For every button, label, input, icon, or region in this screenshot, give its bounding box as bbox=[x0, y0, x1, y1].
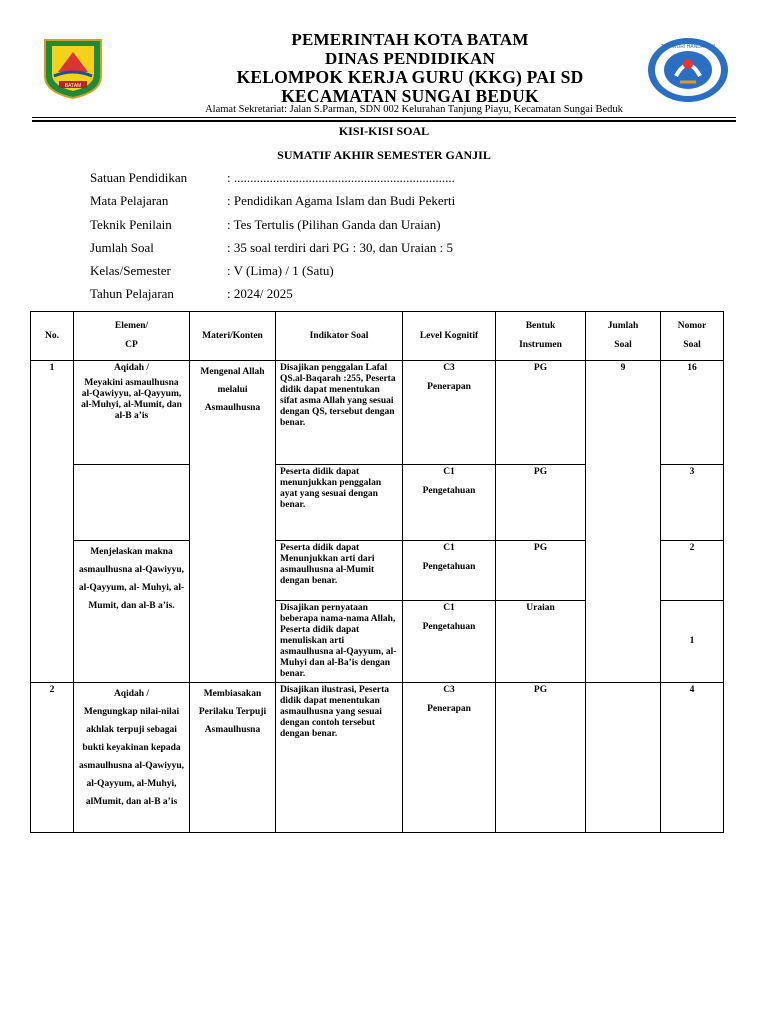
cell-level bbox=[403, 541, 496, 601]
level-name: Pengetahuan bbox=[422, 622, 476, 632]
info-row bbox=[90, 263, 455, 286]
cell-nomor: 4 bbox=[661, 683, 724, 833]
cell-elemen bbox=[74, 683, 190, 833]
level-name: Pengetahuan bbox=[422, 486, 476, 496]
cell-materi: Mengenal Allah melalui Asmaulhusna bbox=[190, 361, 276, 683]
address: Alamat Sekretariat: Jalan S.Parman, SDN 002 Kelurahan Tanjung Piayu, Kecamatan Sungai Beduk bbox=[205, 104, 623, 115]
letterhead-line-2: DINAS PENDIDIKAN bbox=[325, 49, 495, 68]
level-code: C1 bbox=[443, 543, 455, 553]
cell-jumlah: 9 bbox=[586, 361, 661, 683]
header-nomor-line1: Nomor bbox=[677, 321, 707, 331]
document-title: KISI-KISI SOAL bbox=[338, 124, 430, 138]
elemen-body: Mengungkap nilai-nilai akhlak terpuji sebagai bukti keyakinan kepada asmaulhusna al-Qawiyyu, al-Qayyum, al-Muhyi, alMumit, dan al-B a’is bbox=[78, 707, 185, 807]
level-name: Penerapan bbox=[427, 704, 471, 714]
info-value: : .................................................................... bbox=[227, 170, 455, 185]
cell-nomor: 3 bbox=[661, 465, 724, 541]
cell-indikator: Disajikan pernyataan beberapa nama-nama Allah, Peserta didik dapat menuliskan arti asmaulhusna al-Qayyum, al-Muhyi dan al-Ba’is dengan benar. bbox=[276, 601, 403, 683]
level-code: C3 bbox=[443, 685, 455, 695]
table-header-row bbox=[31, 312, 724, 361]
cell-no: 2 bbox=[31, 683, 74, 833]
info-row bbox=[90, 193, 455, 216]
level-code: C1 bbox=[443, 603, 455, 613]
letterhead-divider bbox=[32, 117, 736, 118]
cell-level bbox=[403, 601, 496, 683]
header-no: No. bbox=[31, 312, 74, 361]
level-name: Penerapan bbox=[427, 382, 471, 392]
info-row bbox=[90, 170, 455, 193]
info-block bbox=[90, 170, 455, 310]
header-jumlah-line1: Jumlah bbox=[607, 321, 639, 331]
info-value: : V (Lima) / 1 (Satu) bbox=[227, 263, 334, 279]
cell-no: 1 bbox=[31, 361, 74, 683]
letterhead-line-3: KELOMPOK KERJA GURU (KKG) PAI SD bbox=[236, 67, 584, 87]
cell-bentuk: PG bbox=[496, 683, 586, 833]
elemen-title: Aqidah / bbox=[113, 363, 150, 373]
info-label: Satuan Pendidikan bbox=[90, 170, 188, 185]
cell-materi: Membiasakan Perilaku Terpuji Asmaulhusna bbox=[190, 683, 276, 833]
cell-bentuk: Uraian bbox=[496, 601, 586, 683]
table-row bbox=[31, 683, 724, 833]
info-label: Mata Pelajaran bbox=[90, 193, 169, 209]
info-row bbox=[90, 286, 455, 309]
level-code: C3 bbox=[443, 363, 455, 373]
logo-right-text: TUT WURI HANDAYANI bbox=[660, 44, 716, 50]
info-row bbox=[90, 240, 455, 263]
header-bentuk-line2: Instrumen bbox=[519, 340, 562, 350]
cell-indikator: Disajikan ilustrasi, Peserta didik dapat menentukan asmaulhusna yang sesuai dengan contoh tersebut dengan benar. bbox=[276, 683, 403, 833]
cell-bentuk: PG bbox=[496, 541, 586, 601]
header-elemen-line2: CP bbox=[125, 340, 138, 350]
cell-elemen-empty bbox=[74, 465, 190, 541]
info-value: : 35 soal terdiri dari PG : 30, dan Uraian : 5 bbox=[227, 239, 454, 255]
elemen-body: Meyakini asmaulhusna al-Qawiyyu, al-Qayyum, al-Muhyi, al-Mumit, dan al-B a’is bbox=[81, 378, 182, 421]
info-label: Teknik Penilain bbox=[90, 216, 172, 232]
batam-city-logo bbox=[42, 38, 104, 100]
cell-level bbox=[403, 465, 496, 541]
info-label: Tahun Pelajaran bbox=[90, 286, 174, 302]
header-elemen-line1: Elemen/ bbox=[114, 321, 149, 331]
letterhead bbox=[150, 30, 670, 106]
cell-nomor: 16 bbox=[661, 361, 724, 465]
document-subtitle: SUMATIF AKHIR SEMESTER GANJIL bbox=[277, 148, 491, 162]
cell-indikator: Peserta didik dapat Menunjukkan arti dari asmaulhusna al-Mumit dengan benar. bbox=[276, 541, 403, 601]
info-row bbox=[90, 217, 455, 240]
header-indikator: Indikator Soal bbox=[276, 312, 403, 361]
cell-indikator: Peserta didik dapat menunjukkan penggalan ayat yang sesuai dengan benar. bbox=[276, 465, 403, 541]
cell-nomor: 2 bbox=[661, 541, 724, 601]
cell-bentuk: PG bbox=[496, 465, 586, 541]
info-value: : Tes Tertulis (Pilihan Ganda dan Uraian) bbox=[227, 216, 441, 232]
kisi-kisi-table bbox=[30, 311, 724, 833]
cell-jumlah-empty bbox=[586, 683, 661, 833]
header-bentuk bbox=[496, 312, 586, 361]
info-value: : Pendidikan Agama Islam dan Budi Pekerti bbox=[227, 193, 456, 209]
cell-level bbox=[403, 361, 496, 465]
header-materi: Materi/Konten bbox=[190, 312, 276, 361]
table-row bbox=[31, 361, 724, 465]
level-name: Pengetahuan bbox=[422, 562, 476, 572]
letterhead-line-1: PEMERINTAH KOTA BATAM bbox=[291, 30, 529, 49]
cell-level bbox=[403, 683, 496, 833]
letterhead-divider-thick bbox=[32, 120, 736, 122]
header-nomor bbox=[661, 312, 724, 361]
header-level: Level Kognitif bbox=[403, 312, 496, 361]
cell-elemen: Menjelaskan makna asmaulhusna al-Qawiyyu, al-Qayyum, al- Muhyi, al-Mumit, dan al-B a’is. bbox=[74, 541, 190, 683]
cell-indikator: Disajikan penggalan Lafal QS.al-Baqarah :255, Peserta didik dapat menentukan sifat asma Allah yang sesuai dengan QS, tersebut dengan benar. bbox=[276, 361, 403, 465]
header-elemen bbox=[74, 312, 190, 361]
header-jumlah bbox=[586, 312, 661, 361]
elemen-title: Aqidah / bbox=[113, 689, 150, 699]
info-value: : 2024/ 2025 bbox=[227, 286, 293, 302]
letterhead-line-4: KECAMATAN SUNGAI BEDUK bbox=[281, 86, 539, 106]
header-jumlah-line2: Soal bbox=[614, 340, 632, 350]
cell-bentuk: PG bbox=[496, 361, 586, 465]
cell-nomor: 1 bbox=[661, 601, 724, 683]
header-nomor-line2: Soal bbox=[683, 340, 701, 350]
info-label: Kelas/Semester bbox=[90, 263, 171, 279]
level-code: C1 bbox=[443, 467, 455, 477]
logo-left-text: BATAM bbox=[64, 83, 82, 89]
info-label: Jumlah Soal bbox=[90, 239, 154, 255]
cell-elemen bbox=[74, 361, 190, 465]
header-bentuk-line1: Bentuk bbox=[525, 321, 556, 331]
